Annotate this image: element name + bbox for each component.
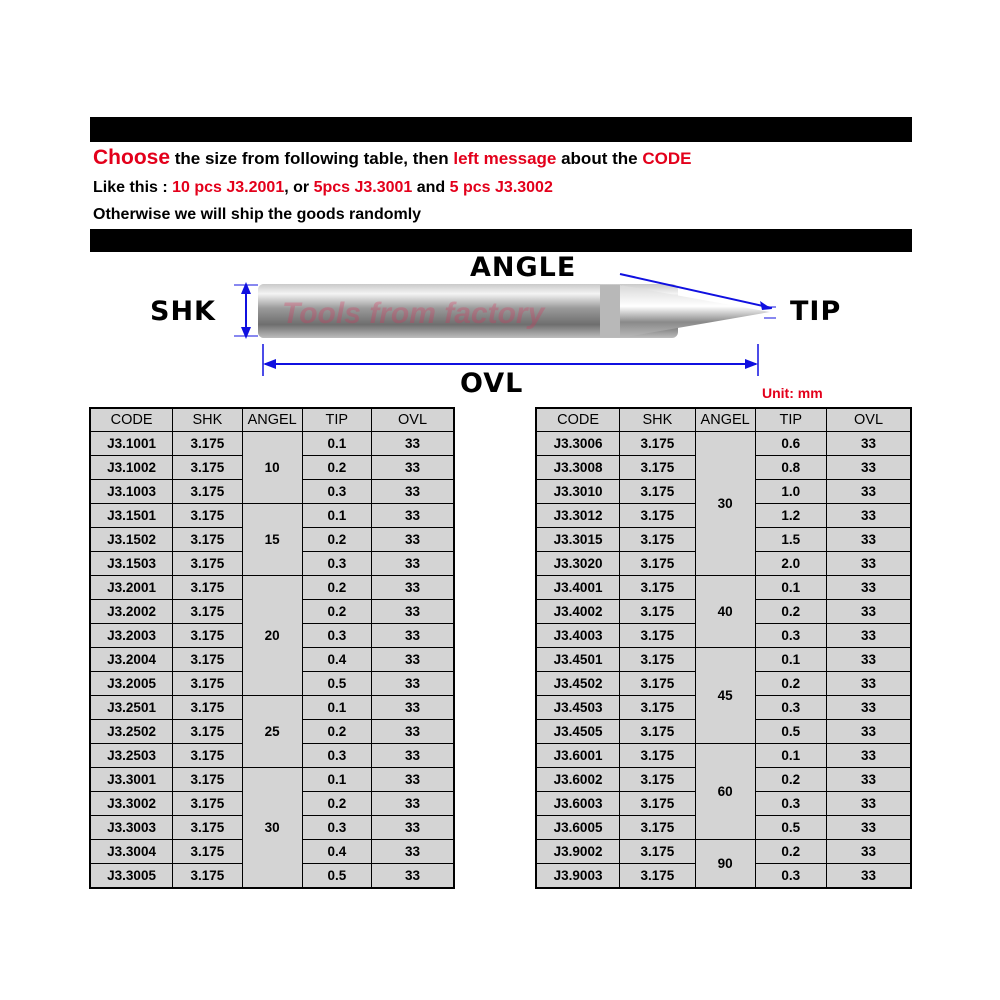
tip-cell: 0.1 (755, 648, 826, 672)
instruction-segment: Choose (93, 146, 171, 169)
ovl-cell: 33 (372, 528, 454, 552)
table-row (536, 432, 911, 456)
tip-cell: 0.6 (755, 432, 826, 456)
angle-cell: 15 (242, 504, 302, 576)
ovl-cell: 33 (827, 624, 911, 648)
ovl-cell: 33 (827, 816, 911, 840)
ovl-cell: 33 (372, 768, 454, 792)
angle-cell: 45 (695, 648, 755, 744)
ovl-cell: 33 (827, 840, 911, 864)
unit-label: Unit: mm (762, 385, 823, 401)
shk-cell: 3.175 (173, 432, 243, 456)
tip-cell: 0.3 (302, 480, 371, 504)
code-cell: J3.3003 (90, 816, 173, 840)
column-header-shk: SHK (620, 408, 696, 432)
shk-cell: 3.175 (620, 648, 696, 672)
tip-cell: 0.3 (302, 624, 371, 648)
tip-cell: 0.2 (755, 840, 826, 864)
angle-cell: 90 (695, 840, 755, 889)
ovl-cell: 33 (827, 672, 911, 696)
column-header-tip: TIP (755, 408, 826, 432)
top-black-bar (90, 117, 912, 142)
tip-cell: 0.2 (755, 768, 826, 792)
code-cell: J3.1003 (90, 480, 173, 504)
column-header-shk: SHK (173, 408, 243, 432)
code-cell: J3.2005 (90, 672, 173, 696)
tip-cell: 0.3 (302, 816, 371, 840)
tip-cell: 0.3 (755, 792, 826, 816)
column-header-ovl: OVL (827, 408, 911, 432)
engraving-bit-diagram (0, 252, 1000, 402)
code-cell: J3.3008 (536, 456, 620, 480)
ovl-cell: 33 (827, 600, 911, 624)
shk-cell: 3.175 (620, 744, 696, 768)
table-row (90, 768, 454, 792)
shk-cell: 3.175 (173, 672, 243, 696)
shk-cell: 3.175 (173, 456, 243, 480)
shk-cell: 3.175 (173, 792, 243, 816)
ovl-cell: 33 (827, 432, 911, 456)
code-cell: J3.2004 (90, 648, 173, 672)
tip-cell: 0.3 (755, 696, 826, 720)
tip-cell: 0.5 (302, 672, 371, 696)
cutting-tip-shape (620, 285, 770, 338)
instruction-line-otherwise (93, 206, 421, 224)
code-cell: J3.9003 (536, 864, 620, 889)
instruction-segment: 5pcs J3.3001 (313, 179, 413, 196)
shk-cell: 3.175 (173, 528, 243, 552)
shk-cell: 3.175 (620, 792, 696, 816)
code-cell: J3.4002 (536, 600, 620, 624)
column-header-code: CODE (90, 408, 173, 432)
angle-label: ANGLE (470, 252, 577, 283)
shk-cell: 3.175 (620, 816, 696, 840)
code-cell: J3.3020 (536, 552, 620, 576)
table-header-row (536, 408, 911, 432)
ovl-cell: 33 (827, 720, 911, 744)
instruction-segment: CODE (642, 149, 692, 168)
instruction-segment: about the (556, 149, 643, 168)
shk-cell: 3.175 (173, 768, 243, 792)
column-header-tip: TIP (302, 408, 371, 432)
ovl-cell: 33 (827, 696, 911, 720)
code-cell: J3.6002 (536, 768, 620, 792)
tip-cell: 0.1 (302, 432, 371, 456)
tip-cell: 1.5 (755, 528, 826, 552)
ovl-cell: 33 (372, 840, 454, 864)
tip-cell: 0.2 (302, 600, 371, 624)
ovl-cell: 33 (827, 648, 911, 672)
shk-cell: 3.175 (620, 600, 696, 624)
column-header-angel: ANGEL (695, 408, 755, 432)
table-row (536, 840, 911, 864)
tip-cell: 0.3 (302, 552, 371, 576)
tip-cell: 0.2 (302, 456, 371, 480)
shk-cell: 3.175 (620, 528, 696, 552)
bottom-black-bar (90, 229, 912, 252)
code-cell: J3.6003 (536, 792, 620, 816)
shk-cell: 3.175 (173, 696, 243, 720)
code-cell: J3.3005 (90, 864, 173, 889)
ovl-cell: 33 (372, 576, 454, 600)
code-cell: J3.2503 (90, 744, 173, 768)
tip-cell: 0.2 (302, 720, 371, 744)
tip-cell: 0.5 (302, 864, 371, 889)
ovl-cell: 33 (827, 768, 911, 792)
tip-cell: 0.2 (755, 672, 826, 696)
code-cell: J3.3012 (536, 504, 620, 528)
ovl-cell: 33 (827, 528, 911, 552)
ovl-cell: 33 (827, 576, 911, 600)
tip-cell: 0.2 (755, 600, 826, 624)
code-cell: J3.1503 (90, 552, 173, 576)
shk-cell: 3.175 (173, 624, 243, 648)
angle-cell: 60 (695, 744, 755, 840)
code-cell: J3.2502 (90, 720, 173, 744)
tip-cell: 0.1 (302, 768, 371, 792)
shk-cell: 3.175 (173, 504, 243, 528)
instruction-segment: left message (453, 149, 557, 168)
tip-cell: 0.4 (302, 648, 371, 672)
ovl-cell: 33 (827, 792, 911, 816)
angle-arrow-head (760, 301, 772, 310)
code-cell: J3.9002 (536, 840, 620, 864)
ovl-cell: 33 (372, 456, 454, 480)
ovl-cell: 33 (372, 816, 454, 840)
ovl-cell: 33 (372, 504, 454, 528)
angle-cell: 10 (242, 432, 302, 504)
code-cell: J3.2501 (90, 696, 173, 720)
tip-cell: 1.2 (755, 504, 826, 528)
shk-cell: 3.175 (620, 504, 696, 528)
instruction-segment: 10 pcs J3.2001 (172, 179, 285, 196)
code-cell: J3.4503 (536, 696, 620, 720)
code-cell: J3.3001 (90, 768, 173, 792)
ovl-cell: 33 (372, 672, 454, 696)
ovl-cell: 33 (372, 624, 454, 648)
table-row (536, 648, 911, 672)
code-cell: J3.3002 (90, 792, 173, 816)
code-cell: J3.4501 (536, 648, 620, 672)
instruction-line-choose (93, 146, 691, 170)
code-cell: J3.1501 (90, 504, 173, 528)
instruction-segment: the size from following table, then (170, 149, 454, 168)
watermark-text: Tools from factory (282, 297, 545, 330)
ovl-cell: 33 (372, 432, 454, 456)
column-header-code: CODE (536, 408, 620, 432)
shk-cell: 3.175 (620, 768, 696, 792)
code-cell: J3.4505 (536, 720, 620, 744)
code-cell: J3.6001 (536, 744, 620, 768)
ovl-cell: 33 (827, 456, 911, 480)
tip-cell: 0.3 (755, 864, 826, 889)
code-cell: J3.2001 (90, 576, 173, 600)
code-cell: J3.1502 (90, 528, 173, 552)
shk-cell: 3.175 (620, 576, 696, 600)
tip-cell: 0.5 (755, 720, 826, 744)
ovl-cell: 33 (372, 600, 454, 624)
table-row (90, 696, 454, 720)
tip-cell: 1.0 (755, 480, 826, 504)
angle-cell: 25 (242, 696, 302, 768)
ovl-cell: 33 (372, 720, 454, 744)
code-cell: J3.2002 (90, 600, 173, 624)
shk-cell: 3.175 (620, 840, 696, 864)
code-cell: J3.4003 (536, 624, 620, 648)
ovl-cell: 33 (372, 864, 454, 889)
shk-cell: 3.175 (620, 432, 696, 456)
shk-cell: 3.175 (620, 456, 696, 480)
spec-table-left (89, 407, 455, 889)
code-cell: J3.2003 (90, 624, 173, 648)
angle-cell: 30 (695, 432, 755, 576)
ovl-cell: 33 (372, 552, 454, 576)
angle-cell: 40 (695, 576, 755, 648)
instruction-line-example (93, 179, 553, 197)
tip-cell: 0.1 (302, 696, 371, 720)
code-cell: J3.1002 (90, 456, 173, 480)
tip-label: TIP (790, 296, 842, 327)
code-cell: J3.6005 (536, 816, 620, 840)
shk-cell: 3.175 (620, 552, 696, 576)
ovl-cell: 33 (372, 648, 454, 672)
tip-cell: 0.1 (755, 576, 826, 600)
instruction-segment: and (412, 179, 450, 196)
ovl-label: OVL (460, 368, 524, 399)
tip-cell: 0.3 (755, 624, 826, 648)
angle-cell: 30 (242, 768, 302, 889)
spec-table-right (535, 407, 912, 889)
table-row (536, 576, 911, 600)
ovl-cell: 33 (827, 744, 911, 768)
tip-cell: 0.4 (302, 840, 371, 864)
tip-cell: 2.0 (755, 552, 826, 576)
tip-cell: 0.1 (755, 744, 826, 768)
code-cell: J3.4502 (536, 672, 620, 696)
angle-cell: 20 (242, 576, 302, 696)
ovl-cell: 33 (827, 480, 911, 504)
ovl-cell: 33 (372, 696, 454, 720)
ovl-cell: 33 (372, 480, 454, 504)
shk-cell: 3.175 (173, 840, 243, 864)
table-header-row (90, 408, 454, 432)
instruction-segment: Otherwise we will ship the goods randomly (93, 206, 422, 223)
shk-cell: 3.175 (173, 600, 243, 624)
instruction-segment: , or (284, 179, 314, 196)
table-row (90, 576, 454, 600)
column-header-angel: ANGEL (242, 408, 302, 432)
instruction-segment: 5 pcs J3.3002 (449, 179, 553, 196)
tip-cell: 0.2 (302, 576, 371, 600)
code-cell: J3.3004 (90, 840, 173, 864)
code-cell: J3.4001 (536, 576, 620, 600)
shk-cell: 3.175 (620, 480, 696, 504)
tip-cell: 0.2 (302, 792, 371, 816)
tip-cell: 0.1 (302, 504, 371, 528)
shk-cell: 3.175 (173, 576, 243, 600)
shk-cell: 3.175 (620, 864, 696, 889)
shk-cell: 3.175 (173, 720, 243, 744)
tip-cell: 0.5 (755, 816, 826, 840)
shk-cell: 3.175 (173, 480, 243, 504)
tip-cell: 0.2 (302, 528, 371, 552)
code-cell: J3.1001 (90, 432, 173, 456)
ovl-cell: 33 (827, 864, 911, 889)
ovl-cell: 33 (372, 744, 454, 768)
tip-cell: 0.8 (755, 456, 826, 480)
shk-label: SHK (150, 296, 216, 327)
code-cell: J3.3010 (536, 480, 620, 504)
shk-cell: 3.175 (173, 864, 243, 889)
table-row (90, 504, 454, 528)
table-row (536, 744, 911, 768)
collar-shape (600, 285, 622, 337)
tip-cell: 0.3 (302, 744, 371, 768)
shk-cell: 3.175 (620, 624, 696, 648)
shk-cell: 3.175 (173, 648, 243, 672)
instruction-segment: Like this : (93, 179, 173, 196)
table-row (90, 432, 454, 456)
column-header-ovl: OVL (372, 408, 454, 432)
shk-cell: 3.175 (173, 816, 243, 840)
shk-cell: 3.175 (173, 552, 243, 576)
shk-cell: 3.175 (620, 720, 696, 744)
ovl-cell: 33 (827, 504, 911, 528)
shk-cell: 3.175 (173, 744, 243, 768)
ovl-cell: 33 (827, 552, 911, 576)
ovl-cell: 33 (372, 792, 454, 816)
shk-cell: 3.175 (620, 696, 696, 720)
code-cell: J3.3006 (536, 432, 620, 456)
shk-cell: 3.175 (620, 672, 696, 696)
code-cell: J3.3015 (536, 528, 620, 552)
